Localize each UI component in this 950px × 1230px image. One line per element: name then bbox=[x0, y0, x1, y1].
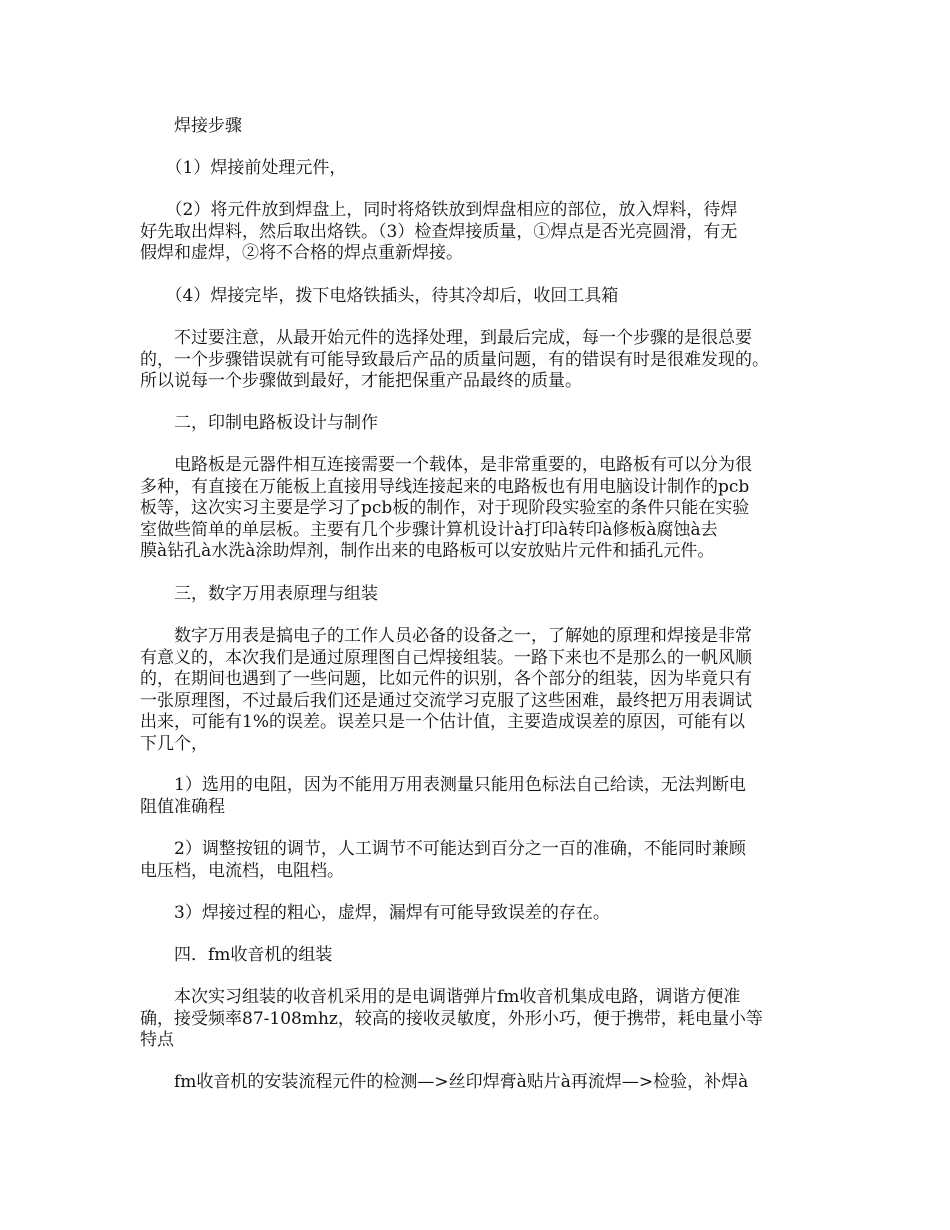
text-line: 假焊和虚焊，②将不合格的焊点重新焊接。 bbox=[140, 243, 463, 263]
text-line: 特点 bbox=[140, 1030, 174, 1050]
paragraph-error-2 bbox=[140, 839, 805, 882]
paragraph-error-1 bbox=[140, 775, 805, 818]
text-line: 三，数字万用表原理与组装 bbox=[140, 584, 378, 604]
text-line: （2）将元件放到焊盘上，同时将烙铁放到焊盘相应的部位，放入焊料，待焊 bbox=[140, 200, 738, 220]
text-line: （1）焊接前处理元件， bbox=[140, 158, 347, 178]
text-line: fm收音机的安装流程元件的检测—>丝印焊膏à贴片à再流焊—>检验，补焊à bbox=[140, 1072, 749, 1092]
text-line: 出来，可能有1%的误差。误差只是一个估计值，主要造成误差的原因，可能有以 bbox=[140, 712, 745, 732]
paragraph-multimeter bbox=[140, 626, 805, 755]
heading-pcb-design bbox=[140, 413, 805, 435]
paragraph-pcb bbox=[140, 455, 805, 563]
text-line: 阻值准确程 bbox=[140, 796, 225, 817]
text-line: 四．fm收音机的组装 bbox=[140, 945, 333, 965]
text-line: 二，印制电路板设计与制作 bbox=[140, 413, 378, 433]
text-line: 3）焊接过程的粗心，虚焊，漏焊有可能导致误差的存在。 bbox=[140, 903, 610, 923]
text-line: 板等，这次实习主要是学习了pcb板的制作，对于现阶段实验室的条件只能在实验 bbox=[140, 498, 750, 518]
paragraph-step-1 bbox=[140, 158, 805, 180]
text-line: 电路板是元器件相互连接需要一个载体，是非常重要的，电路板有可以分为很 bbox=[140, 455, 752, 475]
text-line: 1）选用的电阻，因为不能用万用表测量只能用色标法自己给读，无法判断电 bbox=[140, 775, 746, 795]
text-line: 有意义的，本次我们是通过原理图自己焊接组装。一路下来也不是那么的一帆风顺 bbox=[140, 647, 752, 668]
heading-fm-radio bbox=[140, 945, 805, 967]
paragraph-fm-process bbox=[140, 1072, 805, 1094]
text-line: 确，接受频率87-108mhz，较高的接收灵敏度，外形小巧，便于携带，耗电量小等 bbox=[140, 1008, 763, 1029]
text-line: 本次实习组装的收音机采用的是电调谐弹片fm收音机集成电路，调谐方便准 bbox=[140, 987, 741, 1007]
text-line: 膜à钻孔à水洗à涂助焊剂，制作出来的电路板可以安放贴片元件和插孔元件。 bbox=[140, 541, 715, 561]
heading-welding-steps bbox=[140, 116, 805, 138]
paragraph-error-3 bbox=[140, 903, 805, 925]
text-line: 所以说每一个步骤做到最好，才能把保重产品最终的质量。 bbox=[140, 371, 582, 391]
text-line: 室做些简单的单层板。主要有几个步骤计算机设计à打印à转印à修板à腐蚀à去 bbox=[140, 519, 718, 540]
text-line: 数字万用表是搞电子的工作人员必备的设备之一，了解她的原理和焊接是非常 bbox=[140, 626, 752, 646]
text-line: 好先取出焊料，然后取出烙铁。（3）检查焊接质量，①焊点是否光亮圆滑，有无 bbox=[140, 221, 738, 242]
text-line: 下几个， bbox=[140, 733, 208, 754]
paragraph-steps-2-3 bbox=[140, 200, 805, 265]
text-line: 焊接步骤 bbox=[140, 116, 242, 136]
text-line: 的，一个步骤错误就有可能导致最后产品的质量问题，有的错误有时是很难发现的。 bbox=[140, 349, 769, 370]
text-line: 多种，有直接在万能板上直接用导线连接起来的电路板也有用电脑设计制作的pcb bbox=[140, 476, 750, 497]
text-line: 的，在期间也遇到了一些问题，比如元件的识别，各个部分的组装，因为毕竟只有 bbox=[140, 669, 752, 689]
paragraph-fm-radio bbox=[140, 987, 805, 1052]
paragraph-note bbox=[140, 328, 805, 393]
text-line: 一张原理图，不过最后我们还是通过交流学习克服了这些困难，最终把万用表调试 bbox=[140, 690, 752, 711]
text-line: （4）焊接完毕，拨下电烙铁插头，待其冷却后，收回工具箱 bbox=[140, 286, 619, 306]
text-line: 2）调整按钮的调节，人工调节不可能达到百分之一百的准确，不能同时兼顾 bbox=[140, 839, 746, 859]
paragraph-step-4 bbox=[140, 286, 805, 308]
text-line: 不过要注意，从最开始元件的选择处理，到最后完成，每一个步骤的是很总要 bbox=[140, 328, 752, 348]
heading-multimeter bbox=[140, 584, 805, 606]
text-line: 电压档，电流档，电阻档。 bbox=[140, 860, 344, 881]
